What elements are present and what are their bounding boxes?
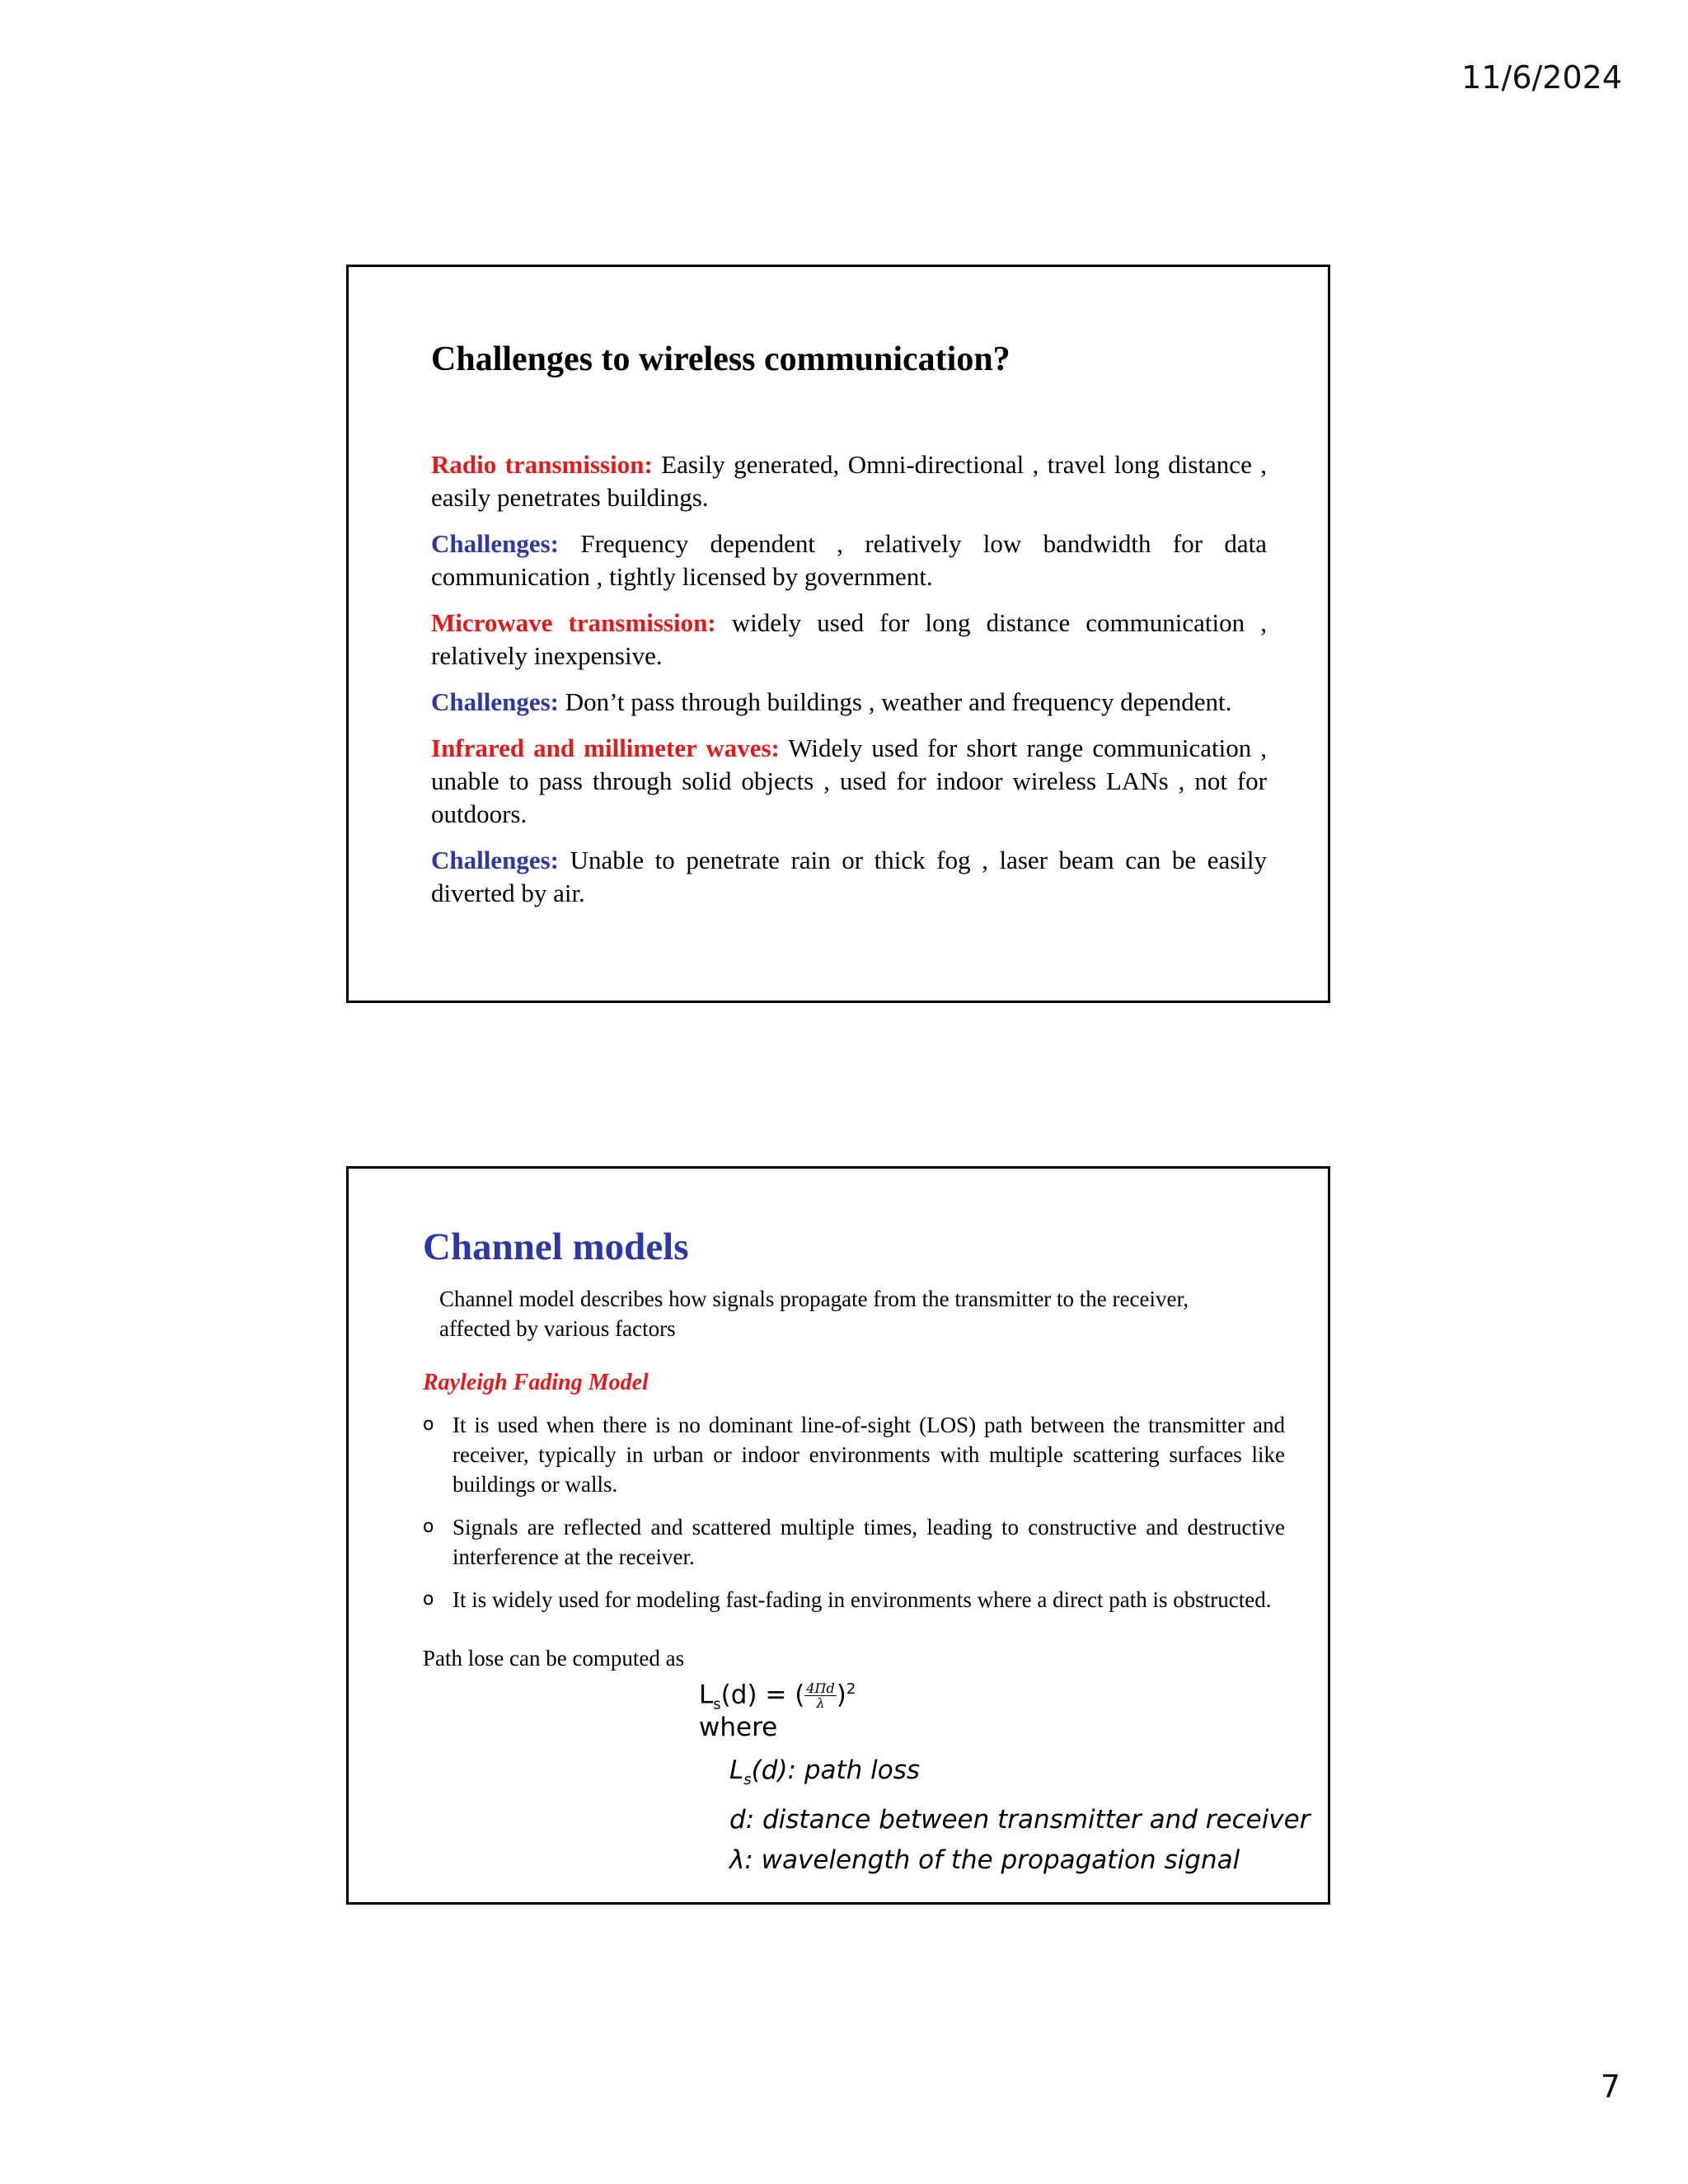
keyword-radio: Radio transmission: — [431, 450, 653, 479]
definition-text: : wavelength of the propagation signal — [744, 1845, 1240, 1876]
slide-challenges — [346, 265, 1330, 1003]
formula-lhs-arg: (d) = ( — [720, 1680, 805, 1710]
keyword-challenges: Challenges: — [431, 529, 559, 558]
formula-close: ) — [836, 1680, 846, 1710]
keyword-challenges: Challenges: — [431, 687, 559, 716]
paragraph-microwave — [431, 607, 1267, 673]
bullet-circle-icon: o — [423, 1589, 434, 1610]
definition-distance — [729, 1800, 1310, 1840]
keyword-microwave: Microwave transmission: — [431, 608, 716, 637]
text-microwave: widely used for long distance communication , relatively inexpensive. — [431, 608, 1267, 670]
definition-symbol: d — [729, 1805, 746, 1835]
definition-text: : distance between transmitter and receiver — [745, 1805, 1311, 1835]
paragraph-infrared — [431, 732, 1267, 831]
definition-sub: s — [743, 1771, 752, 1789]
slide2-subheading: Rayleigh Fading Model — [423, 1370, 649, 1395]
paragraph-radio — [431, 448, 1267, 514]
definition-wavelength — [729, 1840, 1310, 1881]
formula-fraction — [804, 1681, 836, 1710]
slide2-title: Channel models — [423, 1226, 689, 1268]
slide1-body — [431, 448, 1267, 923]
text-microwave-challenges: Don’t pass through buildings , weather and frequency dependent. — [559, 687, 1232, 716]
text-infrared-challenges: Unable to penetrate rain or thick fog , laser beam can be easily diverted by air. — [431, 846, 1267, 907]
formula-where: where — [699, 1713, 778, 1742]
bullet-circle-icon: o — [423, 1516, 434, 1537]
formula-lhs-sub: s — [713, 1695, 721, 1713]
slide1-title: Challenges to wireless communication? — [431, 340, 1010, 378]
bullet-circle-icon: o — [423, 1414, 434, 1435]
formula-exponent: 2 — [846, 1680, 856, 1698]
keyword-infrared: Infrared and millimeter waves: — [431, 733, 780, 762]
formula-denominator: λ — [816, 1695, 825, 1712]
definition-symbol: L — [729, 1755, 744, 1785]
paragraph-microwave-challenges — [431, 686, 1267, 719]
slide2-intro: Channel model describes how signals propagate from the transmitter to the receiver, affected by various factors — [439, 1286, 1189, 1341]
text-radio-challenges: Frequency dependent , relatively low bandwidth for data communication , tightly licensed by government. — [431, 529, 1267, 591]
definition-text: (d): path loss — [751, 1755, 921, 1785]
bullet-text: It is used when there is no dominant line-of-sight (LOS) path between the transmitter and receiver, typically in urban or indoor environments with multiple scattering surfaces like buildings or walls. — [452, 1413, 1285, 1497]
slide-channel-models — [346, 1166, 1330, 1905]
bullet-text: It is widely used for modeling fast-fading in environments where a direct path is obstructed. — [452, 1587, 1272, 1612]
bullet-text: Signals are reflected and scattered multiple times, leading to constructive and destructive interference at the receiver. — [452, 1515, 1285, 1569]
header-date: 11/6/2024 — [1461, 59, 1622, 96]
formula-numerator: 4Πd — [806, 1680, 835, 1697]
paragraph-infrared-challenges — [431, 844, 1267, 910]
keyword-challenges: Challenges: — [431, 846, 559, 874]
text-infrared: Widely used for short range communication , unable to pass through solid objects , used for indoor wireless LANs , not for outdoors. — [431, 733, 1267, 828]
paragraph-radio-challenges — [431, 527, 1267, 593]
bullet-list — [423, 1410, 1285, 1628]
list-item — [423, 1410, 1285, 1499]
path-lose-text: Path lose can be computed as — [423, 1646, 685, 1671]
formula-definitions — [729, 1750, 1310, 1881]
page-number: 7 — [1600, 2069, 1620, 2105]
list-item — [423, 1512, 1285, 1572]
definition-symbol: λ — [729, 1845, 745, 1876]
definition-path-loss — [729, 1750, 1310, 1800]
list-item — [423, 1585, 1285, 1615]
formula-lhs-base: L — [699, 1680, 714, 1710]
text-radio: Easily generated, Omni-directional , travel long distance , easily penetrates buildings. — [431, 450, 1267, 512]
